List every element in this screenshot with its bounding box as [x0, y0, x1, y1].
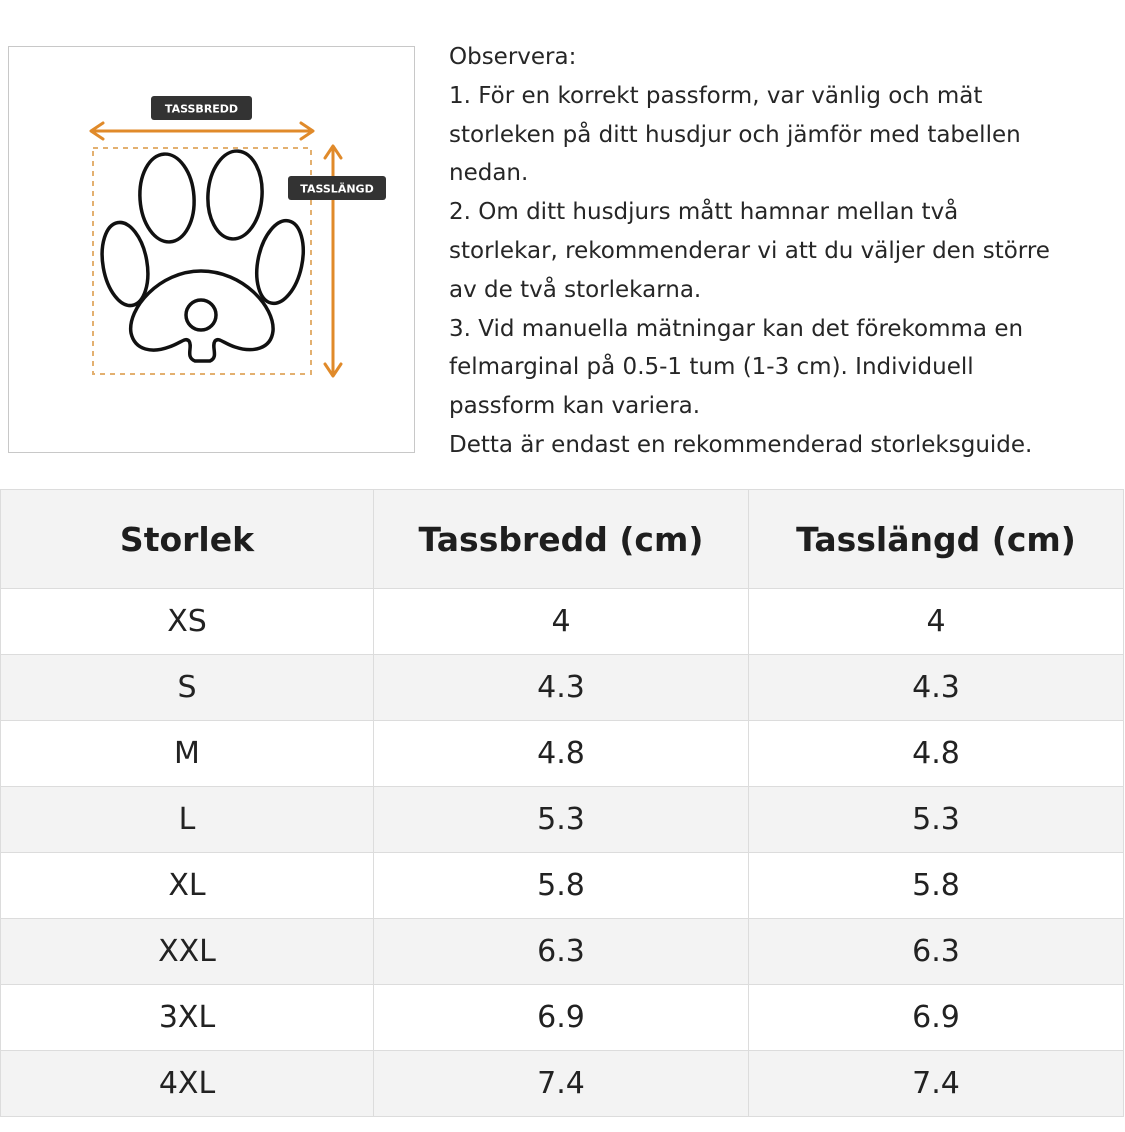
cell-width: 4.8	[374, 721, 749, 787]
cell-size: XL	[1, 853, 374, 919]
cell-size: 4XL	[1, 1051, 374, 1117]
cell-length: 4.8	[749, 721, 1124, 787]
notes-line: passform kan variera.	[449, 393, 701, 420]
notes-line: nedan.	[449, 160, 529, 187]
cell-length: 5.8	[749, 853, 1124, 919]
notes-heading: Observera:	[449, 44, 577, 70]
cell-length: 4	[749, 589, 1124, 655]
cell-length: 5.3	[749, 787, 1124, 853]
length-label: TASSLÄNGD	[300, 182, 374, 196]
notes-line: Detta är endast en rekommenderad storleksguide.	[449, 431, 1033, 458]
header-paw-length: Tasslängd (cm)	[749, 490, 1124, 589]
cell-length: 6.9	[749, 985, 1124, 1051]
notes-text-block	[449, 38, 1125, 465]
table-header-row	[1, 490, 1124, 589]
cell-size: XXL	[1, 919, 374, 985]
table-row	[1, 787, 1124, 853]
cell-width: 5.3	[374, 787, 749, 853]
table-row	[1, 1051, 1124, 1117]
width-label: TASSBREDD	[164, 102, 239, 116]
notes-line: storlekar, rekommenderar vi att du väljer den större	[449, 237, 1050, 264]
size-chart-table	[0, 489, 1124, 1117]
notes-line: storleken på ditt husdjur och jämför med tabellen	[449, 121, 1021, 148]
paw-diagram-canvas	[9, 47, 414, 452]
paw-print-icon	[96, 149, 310, 361]
notes-line: 3. Vid manuella mätningar kan det förekomma en	[449, 315, 1024, 342]
table-row	[1, 721, 1124, 787]
header-paw-width: Tassbredd (cm)	[374, 490, 749, 589]
cell-size: 3XL	[1, 985, 374, 1051]
cell-length: 4.3	[749, 655, 1124, 721]
table-row	[1, 589, 1124, 655]
cell-length: 6.3	[749, 919, 1124, 985]
table-row	[1, 655, 1124, 721]
cell-size: S	[1, 655, 374, 721]
cell-size: M	[1, 721, 374, 787]
cell-width: 7.4	[374, 1051, 749, 1117]
width-arrow-icon	[91, 123, 313, 139]
table-row	[1, 919, 1124, 985]
cell-size: L	[1, 787, 374, 853]
header-size: Storlek	[1, 490, 374, 589]
table-row	[1, 985, 1124, 1051]
table-row	[1, 853, 1124, 919]
notes-line: 1. För en korrekt passform, var vänlig och mät	[449, 82, 983, 109]
length-label-badge	[288, 176, 386, 200]
cell-width: 6.9	[374, 985, 749, 1051]
cell-width: 4.3	[374, 655, 749, 721]
cell-width: 6.3	[374, 919, 749, 985]
notes-line: av de två storlekarna.	[449, 276, 702, 303]
notes-line: 2. Om ditt husdjurs mått hamnar mellan två	[449, 199, 959, 226]
cell-length: 7.4	[749, 1051, 1124, 1117]
notes-line: felmarginal på 0.5-1 tum (1-3 cm). Individuell	[449, 354, 974, 381]
cell-size: XS	[1, 589, 374, 655]
width-label-badge	[151, 96, 252, 120]
cell-width: 4	[374, 589, 749, 655]
cell-width: 5.8	[374, 853, 749, 919]
paw-measurement-diagram	[8, 46, 415, 453]
